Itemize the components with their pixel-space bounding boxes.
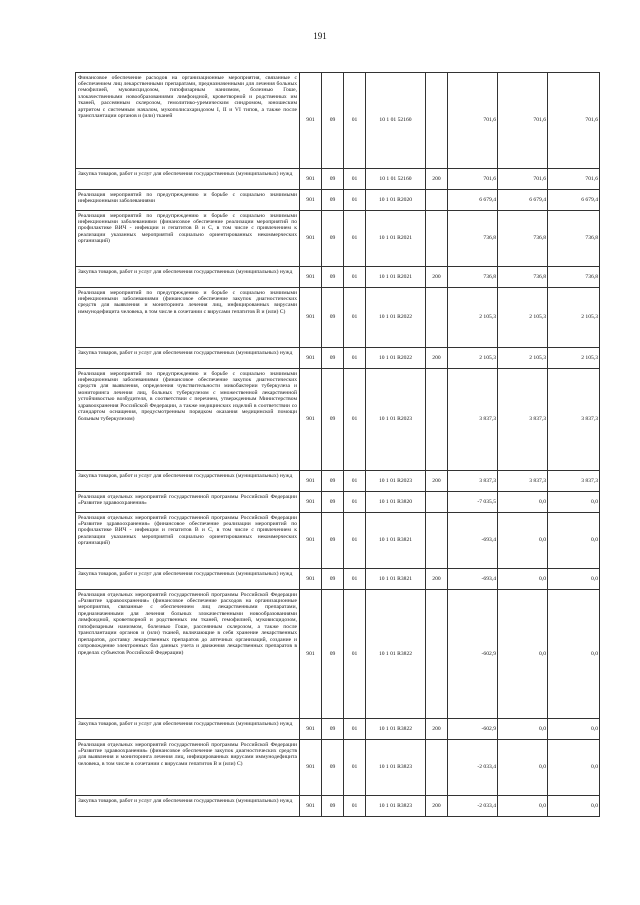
cell-target-article: 10 1 01 R3823 xyxy=(366,796,426,817)
cell-amount-1: 3 837,3 xyxy=(448,369,498,471)
cell-expense-type: 200 xyxy=(426,471,448,492)
cell-section: 09 xyxy=(322,267,344,288)
cell-subsection: 01 xyxy=(344,190,366,211)
cell-grbs: 901 xyxy=(300,471,322,492)
cell-expense-type: 200 xyxy=(426,348,448,369)
row-description: Закупка товаров, работ и услуг для обеспечения государственных (муниципальных) нужд xyxy=(76,471,300,492)
cell-amount-3: 0,0 xyxy=(548,513,600,569)
cell-amount-3: 2 105,3 xyxy=(548,348,600,369)
cell-section: 09 xyxy=(322,719,344,740)
cell-amount-2: 736,8 xyxy=(498,267,548,288)
table-row xyxy=(76,267,600,288)
row-description: Реализация отдельных мероприятий государственной программы Российской Федерации «Развитие здравоохранения» (финансовое обеспечение расходов на организационные мероприятия, связанные с обеспечением лиц лекарственными препаратами, предназначенными для лечения больных злокачественными новообразованиями лимфоидной, кроветворной и родственных им тканей, гемофилией, муковисцидозом, гипофизарным нанизмом, болезнью Гоше, рассеянным склерозом, а также после трансплантации органов и (или) тканей, включающие в себя хранение лекарственных препаратов, доставку лекарственных препаратов до аптечных организаций, создание и сопровождение электронных баз данных учета и движения лекарственных препаратов в пределах субъектов Российской Федерации) xyxy=(76,590,300,719)
cell-grbs: 901 xyxy=(300,569,322,590)
cell-grbs: 901 xyxy=(300,492,322,513)
table-row xyxy=(76,471,600,492)
row-description: Реализация отдельных мероприятий государственной программы Российской Федерации «Развитие здравоохранения» xyxy=(76,492,300,513)
table-row xyxy=(76,73,600,169)
table-row xyxy=(76,288,600,348)
cell-amount-1: 701,6 xyxy=(448,73,498,169)
cell-expense-type: 200 xyxy=(426,796,448,817)
row-description: Финансовое обеспечение расходов на организационные мероприятия, связанные с обеспечением лиц лекарственными препаратами, предназначенными для лечения больных гемофилией, муковисцидозом, гипофизарным нанизмом, болезнью Гоше, злокачественными новообразованиями лимфоидной, кроветворной и родственных им тканей, рассеянным склерозом, гемолитико-уремическим синдромом, юношеским артритом с системным началом, мукополисахаридозом I, II и VI типов, а также после трансплантации органов и (или) тканей xyxy=(76,73,300,169)
cell-section: 09 xyxy=(322,513,344,569)
cell-subsection: 01 xyxy=(344,796,366,817)
row-description: Реализация мероприятий по предупреждению и борьбе с социально значимыми инфекционными заболеваниями (финансовое обеспечение закупок диагностических средств для выявления и мониторинга лечения лиц, инфицированных вирусами иммунодефицита человека, в том числе в сочетании с вирусами гепатитов В и (или) С) xyxy=(76,288,300,348)
table-row xyxy=(76,590,600,719)
cell-amount-1: 6 679,4 xyxy=(448,190,498,211)
table-row xyxy=(76,492,600,513)
cell-section: 09 xyxy=(322,211,344,267)
row-description: Закупка товаров, работ и услуг для обеспечения государственных (муниципальных) нужд xyxy=(76,169,300,190)
cell-grbs: 901 xyxy=(300,369,322,471)
cell-expense-type: 200 xyxy=(426,267,448,288)
cell-section: 09 xyxy=(322,369,344,471)
cell-target-article: 10 1 01 R3822 xyxy=(366,590,426,719)
cell-expense-type xyxy=(426,513,448,569)
cell-amount-1: 736,8 xyxy=(448,211,498,267)
cell-amount-2: 2 105,3 xyxy=(498,288,548,348)
table-row xyxy=(76,719,600,740)
cell-subsection: 01 xyxy=(344,348,366,369)
table-row xyxy=(76,169,600,190)
cell-grbs: 901 xyxy=(300,169,322,190)
cell-target-article: 10 1 01 R2022 xyxy=(366,348,426,369)
cell-amount-3: 736,8 xyxy=(548,211,600,267)
cell-expense-type xyxy=(426,288,448,348)
cell-target-article: 10 1 01 52160 xyxy=(366,169,426,190)
row-description: Реализация мероприятий по предупреждению и борьбе с социально значимыми инфекционными заболеваниями (финансовое обеспечение закупок диагностических средств для выявления, определения чувствительности микобактерии туберкулеза и мониторинга лечения лиц, больных туберкулезом с множественной лекарственной устойчивостью возбудителя, в соответствии с перечнем, утвержденным Министерством здравоохранения Российской Федерации, а также медицинских изделий в соответствии со стандартом оснащения, предусмотренным порядком оказания медицинской помощи больным туберкулезом) xyxy=(76,369,300,471)
row-description: Реализация отдельных мероприятий государственной программы Российской Федерации «Развитие здравоохранения» (финансовое обеспечение закупок диагностических средств для выявления и мониторинга лечения лиц, инфицированных вирусами иммунодефицита человека, в том числе в сочетании с вирусами гепатитов В и (или) С) xyxy=(76,740,300,796)
cell-section: 09 xyxy=(322,590,344,719)
cell-amount-3: 3 837,3 xyxy=(548,369,600,471)
cell-section: 09 xyxy=(322,492,344,513)
cell-amount-2: 0,0 xyxy=(498,492,548,513)
cell-target-article: 10 1 01 R2020 xyxy=(366,190,426,211)
row-description: Закупка товаров, работ и услуг для обеспечения государственных (муниципальных) нужд xyxy=(76,796,300,817)
table-row xyxy=(76,796,600,817)
cell-section: 09 xyxy=(322,796,344,817)
cell-amount-2: 2 105,3 xyxy=(498,348,548,369)
cell-amount-2: 0,0 xyxy=(498,569,548,590)
cell-amount-3: 0,0 xyxy=(548,719,600,740)
table-row xyxy=(76,513,600,569)
cell-subsection: 01 xyxy=(344,73,366,169)
cell-amount-3: 701,6 xyxy=(548,169,600,190)
table-row xyxy=(76,348,600,369)
cell-target-article: 10 1 01 R2021 xyxy=(366,267,426,288)
cell-amount-3: 6 679,4 xyxy=(548,190,600,211)
cell-amount-2: 3 837,3 xyxy=(498,471,548,492)
row-description: Закупка товаров, работ и услуг для обеспечения государственных (муниципальных) нужд xyxy=(76,569,300,590)
cell-target-article: 10 1 01 R2023 xyxy=(366,369,426,471)
cell-amount-2: 0,0 xyxy=(498,590,548,719)
cell-amount-2: 701,6 xyxy=(498,169,548,190)
cell-grbs: 901 xyxy=(300,513,322,569)
cell-amount-2: 0,0 xyxy=(498,719,548,740)
cell-section: 09 xyxy=(322,740,344,796)
cell-subsection: 01 xyxy=(344,569,366,590)
cell-grbs: 901 xyxy=(300,73,322,169)
cell-subsection: 01 xyxy=(344,369,366,471)
cell-section: 09 xyxy=(322,471,344,492)
cell-amount-1: -2 033,4 xyxy=(448,796,498,817)
cell-grbs: 901 xyxy=(300,211,322,267)
cell-amount-3: 3 837,3 xyxy=(548,471,600,492)
cell-target-article: 10 1 01 R3821 xyxy=(366,513,426,569)
cell-amount-2: 736,8 xyxy=(498,211,548,267)
cell-target-article: 10 1 01 R3821 xyxy=(366,569,426,590)
cell-amount-3: 736,8 xyxy=(548,267,600,288)
cell-expense-type: 200 xyxy=(426,719,448,740)
cell-amount-1: 3 837,3 xyxy=(448,471,498,492)
cell-expense-type xyxy=(426,740,448,796)
cell-amount-1: -693,4 xyxy=(448,569,498,590)
cell-section: 09 xyxy=(322,169,344,190)
table-row xyxy=(76,740,600,796)
cell-subsection: 01 xyxy=(344,492,366,513)
cell-amount-1: -7 035,5 xyxy=(448,492,498,513)
cell-grbs: 901 xyxy=(300,796,322,817)
cell-amount-3: 701,6 xyxy=(548,73,600,169)
cell-amount-2: 701,6 xyxy=(498,73,548,169)
cell-amount-1: 736,8 xyxy=(448,267,498,288)
cell-subsection: 01 xyxy=(344,288,366,348)
budget-table xyxy=(75,72,600,817)
cell-target-article: 10 1 01 52160 xyxy=(366,73,426,169)
cell-expense-type xyxy=(426,73,448,169)
page-number: 191 xyxy=(313,31,327,41)
cell-subsection: 01 xyxy=(344,471,366,492)
cell-section: 09 xyxy=(322,288,344,348)
cell-amount-3: 0,0 xyxy=(548,740,600,796)
cell-grbs: 901 xyxy=(300,190,322,211)
cell-grbs: 901 xyxy=(300,740,322,796)
cell-subsection: 01 xyxy=(344,590,366,719)
cell-amount-2: 0,0 xyxy=(498,513,548,569)
cell-expense-type: 200 xyxy=(426,569,448,590)
cell-subsection: 01 xyxy=(344,513,366,569)
row-description: Реализация отдельных мероприятий государственной программы Российской Федерации «Развитие здравоохранения» (финансовое обеспечение реализации мероприятий по профилактике ВИЧ - инфекции и гепатитов В и С, в том числе с привлечением к реализации указанных мероприятий социально ориентированных некоммерческих организаций) xyxy=(76,513,300,569)
cell-subsection: 01 xyxy=(344,719,366,740)
cell-expense-type xyxy=(426,190,448,211)
cell-target-article: 10 1 01 R2023 xyxy=(366,471,426,492)
table-row xyxy=(76,211,600,267)
row-description: Закупка товаров, работ и услуг для обеспечения государственных (муниципальных) нужд xyxy=(76,348,300,369)
cell-target-article: 10 1 01 R3822 xyxy=(366,719,426,740)
cell-subsection: 01 xyxy=(344,740,366,796)
cell-section: 09 xyxy=(322,190,344,211)
cell-expense-type: 200 xyxy=(426,169,448,190)
cell-amount-3: 2 105,3 xyxy=(548,288,600,348)
cell-amount-2: 0,0 xyxy=(498,740,548,796)
cell-amount-3: 0,0 xyxy=(548,796,600,817)
row-description: Закупка товаров, работ и услуг для обеспечения государственных (муниципальных) нужд xyxy=(76,267,300,288)
cell-target-article: 10 1 01 R3823 xyxy=(366,740,426,796)
cell-subsection: 01 xyxy=(344,169,366,190)
row-description: Реализация мероприятий по предупреждению и борьбе с социально значимыми инфекционными заболеваниями xyxy=(76,190,300,211)
cell-subsection: 01 xyxy=(344,211,366,267)
cell-expense-type xyxy=(426,492,448,513)
cell-expense-type xyxy=(426,590,448,719)
cell-expense-type xyxy=(426,369,448,471)
cell-amount-1: 2 105,3 xyxy=(448,288,498,348)
cell-section: 09 xyxy=(322,569,344,590)
cell-target-article: 10 1 01 R2022 xyxy=(366,288,426,348)
cell-amount-1: -602,9 xyxy=(448,590,498,719)
cell-target-article: 10 1 01 R3820 xyxy=(366,492,426,513)
cell-grbs: 901 xyxy=(300,267,322,288)
cell-amount-2: 6 679,4 xyxy=(498,190,548,211)
cell-amount-2: 0,0 xyxy=(498,796,548,817)
cell-section: 09 xyxy=(322,73,344,169)
table-row xyxy=(76,569,600,590)
cell-amount-1: -2 033,4 xyxy=(448,740,498,796)
cell-expense-type xyxy=(426,211,448,267)
cell-section: 09 xyxy=(322,348,344,369)
cell-target-article: 10 1 01 R2021 xyxy=(366,211,426,267)
budget-table-body xyxy=(76,73,600,817)
table-row xyxy=(76,369,600,471)
cell-amount-3: 0,0 xyxy=(548,569,600,590)
cell-grbs: 901 xyxy=(300,719,322,740)
cell-grbs: 901 xyxy=(300,288,322,348)
cell-subsection: 01 xyxy=(344,267,366,288)
cell-amount-1: -602,9 xyxy=(448,719,498,740)
cell-amount-1: -693,4 xyxy=(448,513,498,569)
cell-amount-3: 0,0 xyxy=(548,590,600,719)
cell-amount-3: 0,0 xyxy=(548,492,600,513)
cell-amount-1: 701,6 xyxy=(448,169,498,190)
cell-amount-2: 3 837,3 xyxy=(498,369,548,471)
cell-amount-1: 2 105,3 xyxy=(448,348,498,369)
row-description: Закупка товаров, работ и услуг для обеспечения государственных (муниципальных) нужд xyxy=(76,719,300,740)
table-row xyxy=(76,190,600,211)
row-description: Реализация мероприятий по предупреждению и борьбе с социально значимыми инфекционными заболеваниями (финансовое обеспечение реализации мероприятий по профилактике ВИЧ - инфекции и гепатитов В и С, в том числе с привлечением к реализации указанных мероприятий социально ориентированных некоммерческих организаций) xyxy=(76,211,300,267)
cell-grbs: 901 xyxy=(300,590,322,719)
cell-grbs: 901 xyxy=(300,348,322,369)
